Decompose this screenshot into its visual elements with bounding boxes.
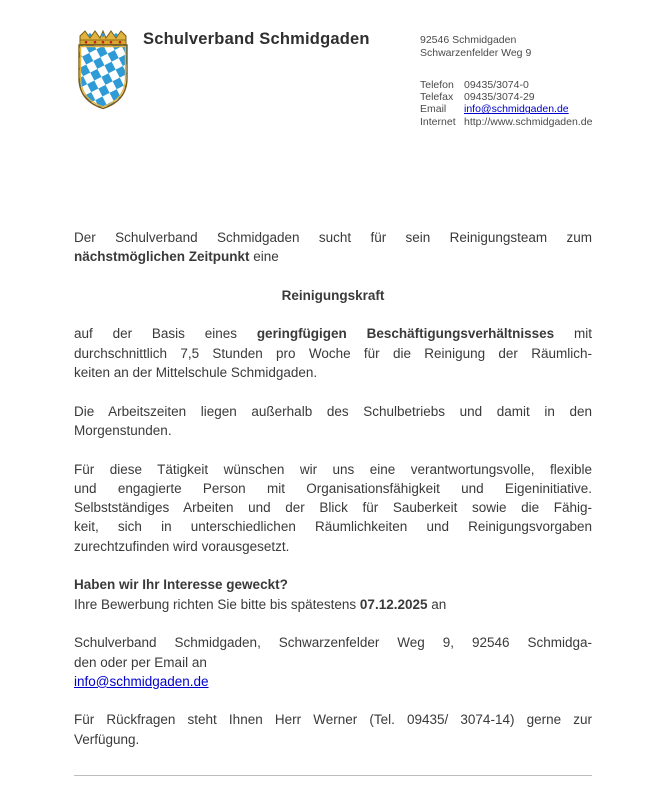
text-line bbox=[74, 672, 592, 691]
text-line bbox=[74, 595, 592, 614]
body-text: Der Schulverband Schmidgaden sucht für sein Reinigungsteam zum bbox=[74, 230, 592, 245]
telefon-value: 09435/3074-0 bbox=[464, 79, 529, 91]
page-title: Schulverband Schmidgaden bbox=[143, 30, 370, 48]
inquiries-paragraph bbox=[74, 710, 592, 749]
text-line: zurechtzufinden wird vorausgesetzt. bbox=[74, 538, 290, 554]
internet-label: Internet bbox=[420, 115, 456, 128]
interest-question: Haben wir Ihr Interesse geweckt? bbox=[74, 577, 288, 593]
bold-text: geringfügigen Beschäftigungsverhältnisses bbox=[256, 326, 555, 342]
worktime-paragraph bbox=[74, 402, 592, 441]
text-line bbox=[74, 228, 592, 247]
contact-row-telefax bbox=[420, 91, 592, 103]
text-line: den oder per Email an bbox=[74, 654, 207, 670]
application-address-paragraph bbox=[74, 633, 592, 691]
contact-row-internet bbox=[420, 116, 592, 128]
text-line: Selbstständiges Arbeiten und der Blick für Sauberkeit sowie die Fähig- bbox=[74, 500, 592, 516]
text-line: Schulverband Schmidgaden, Schwarzenfelder Weg 9, 92546 Schmidga- bbox=[74, 635, 592, 651]
contact-row-telefon bbox=[420, 79, 592, 91]
email-label: Email bbox=[420, 103, 447, 116]
text-line: Die Arbeitszeiten liegen außerhalb des Schulbetriebs und damit in den bbox=[74, 403, 592, 419]
contact-block bbox=[420, 79, 592, 128]
text-line: durchschnittlich 7,5 Stunden pro Woche für die Reinigung der Räumlich- bbox=[74, 345, 592, 361]
body-text: an bbox=[427, 596, 447, 612]
telefax-label: Telefax bbox=[420, 91, 454, 104]
interest-paragraph bbox=[74, 575, 592, 614]
telefon-label: Telefon bbox=[420, 79, 454, 91]
bold-text: nächstmöglichen Zeitpunkt bbox=[74, 249, 250, 265]
contact-row-email bbox=[420, 103, 592, 115]
bavarian-coat-of-arms-icon bbox=[77, 29, 129, 111]
text-line: und engagierte Person mit Organisationsfähigkeit und Eigeninitiative. bbox=[74, 480, 592, 496]
text-line: Morgenstunden. bbox=[74, 422, 172, 438]
body-text: mit bbox=[554, 326, 592, 342]
text-line: Verfügung. bbox=[74, 731, 140, 747]
telefax-value: 09435/3074-29 bbox=[464, 91, 535, 104]
letter-body bbox=[74, 228, 592, 768]
address-line-1: 92546 Schmidgaden bbox=[420, 34, 517, 46]
body-text: Ihre Bewerbung richten Sie bitte bis spätestens bbox=[74, 596, 360, 612]
text-line bbox=[74, 247, 592, 266]
body-text: eine bbox=[249, 249, 279, 265]
intro-paragraph bbox=[74, 228, 592, 267]
deadline-date: 07.12.2025 bbox=[359, 596, 428, 612]
requirements-paragraph bbox=[74, 460, 592, 556]
text-line bbox=[74, 324, 592, 343]
internet-value: http://www.schmidgaden.de bbox=[464, 115, 593, 128]
text-line: keit, sich in unterschiedlichen Räumlichkeiten und Reinigungsvorgaben bbox=[74, 519, 592, 535]
sender-address bbox=[420, 34, 531, 59]
address-line-2: Schwarzenfelder Weg 9 bbox=[420, 46, 532, 59]
text-line: Für Rückfragen steht Ihnen Herr Werner (Tel. 09435/ 3074-14) gerne zur bbox=[74, 712, 592, 728]
conditions-paragraph bbox=[74, 324, 592, 382]
text-line: keiten an der Mittelschule Schmidgaden. bbox=[74, 365, 318, 381]
job-title-heading: Reinigungskraft bbox=[281, 287, 385, 303]
header-email-link[interactable]: info@schmidgaden.de bbox=[464, 103, 569, 116]
text-line: Für diese Tätigkeit wünschen wir uns eine verantwortungsvolle, flexible bbox=[74, 461, 592, 477]
footer-divider bbox=[74, 775, 592, 776]
body-text: auf der Basis eines bbox=[74, 326, 257, 342]
body-email-link[interactable]: info@schmidgaden.de bbox=[74, 673, 209, 689]
